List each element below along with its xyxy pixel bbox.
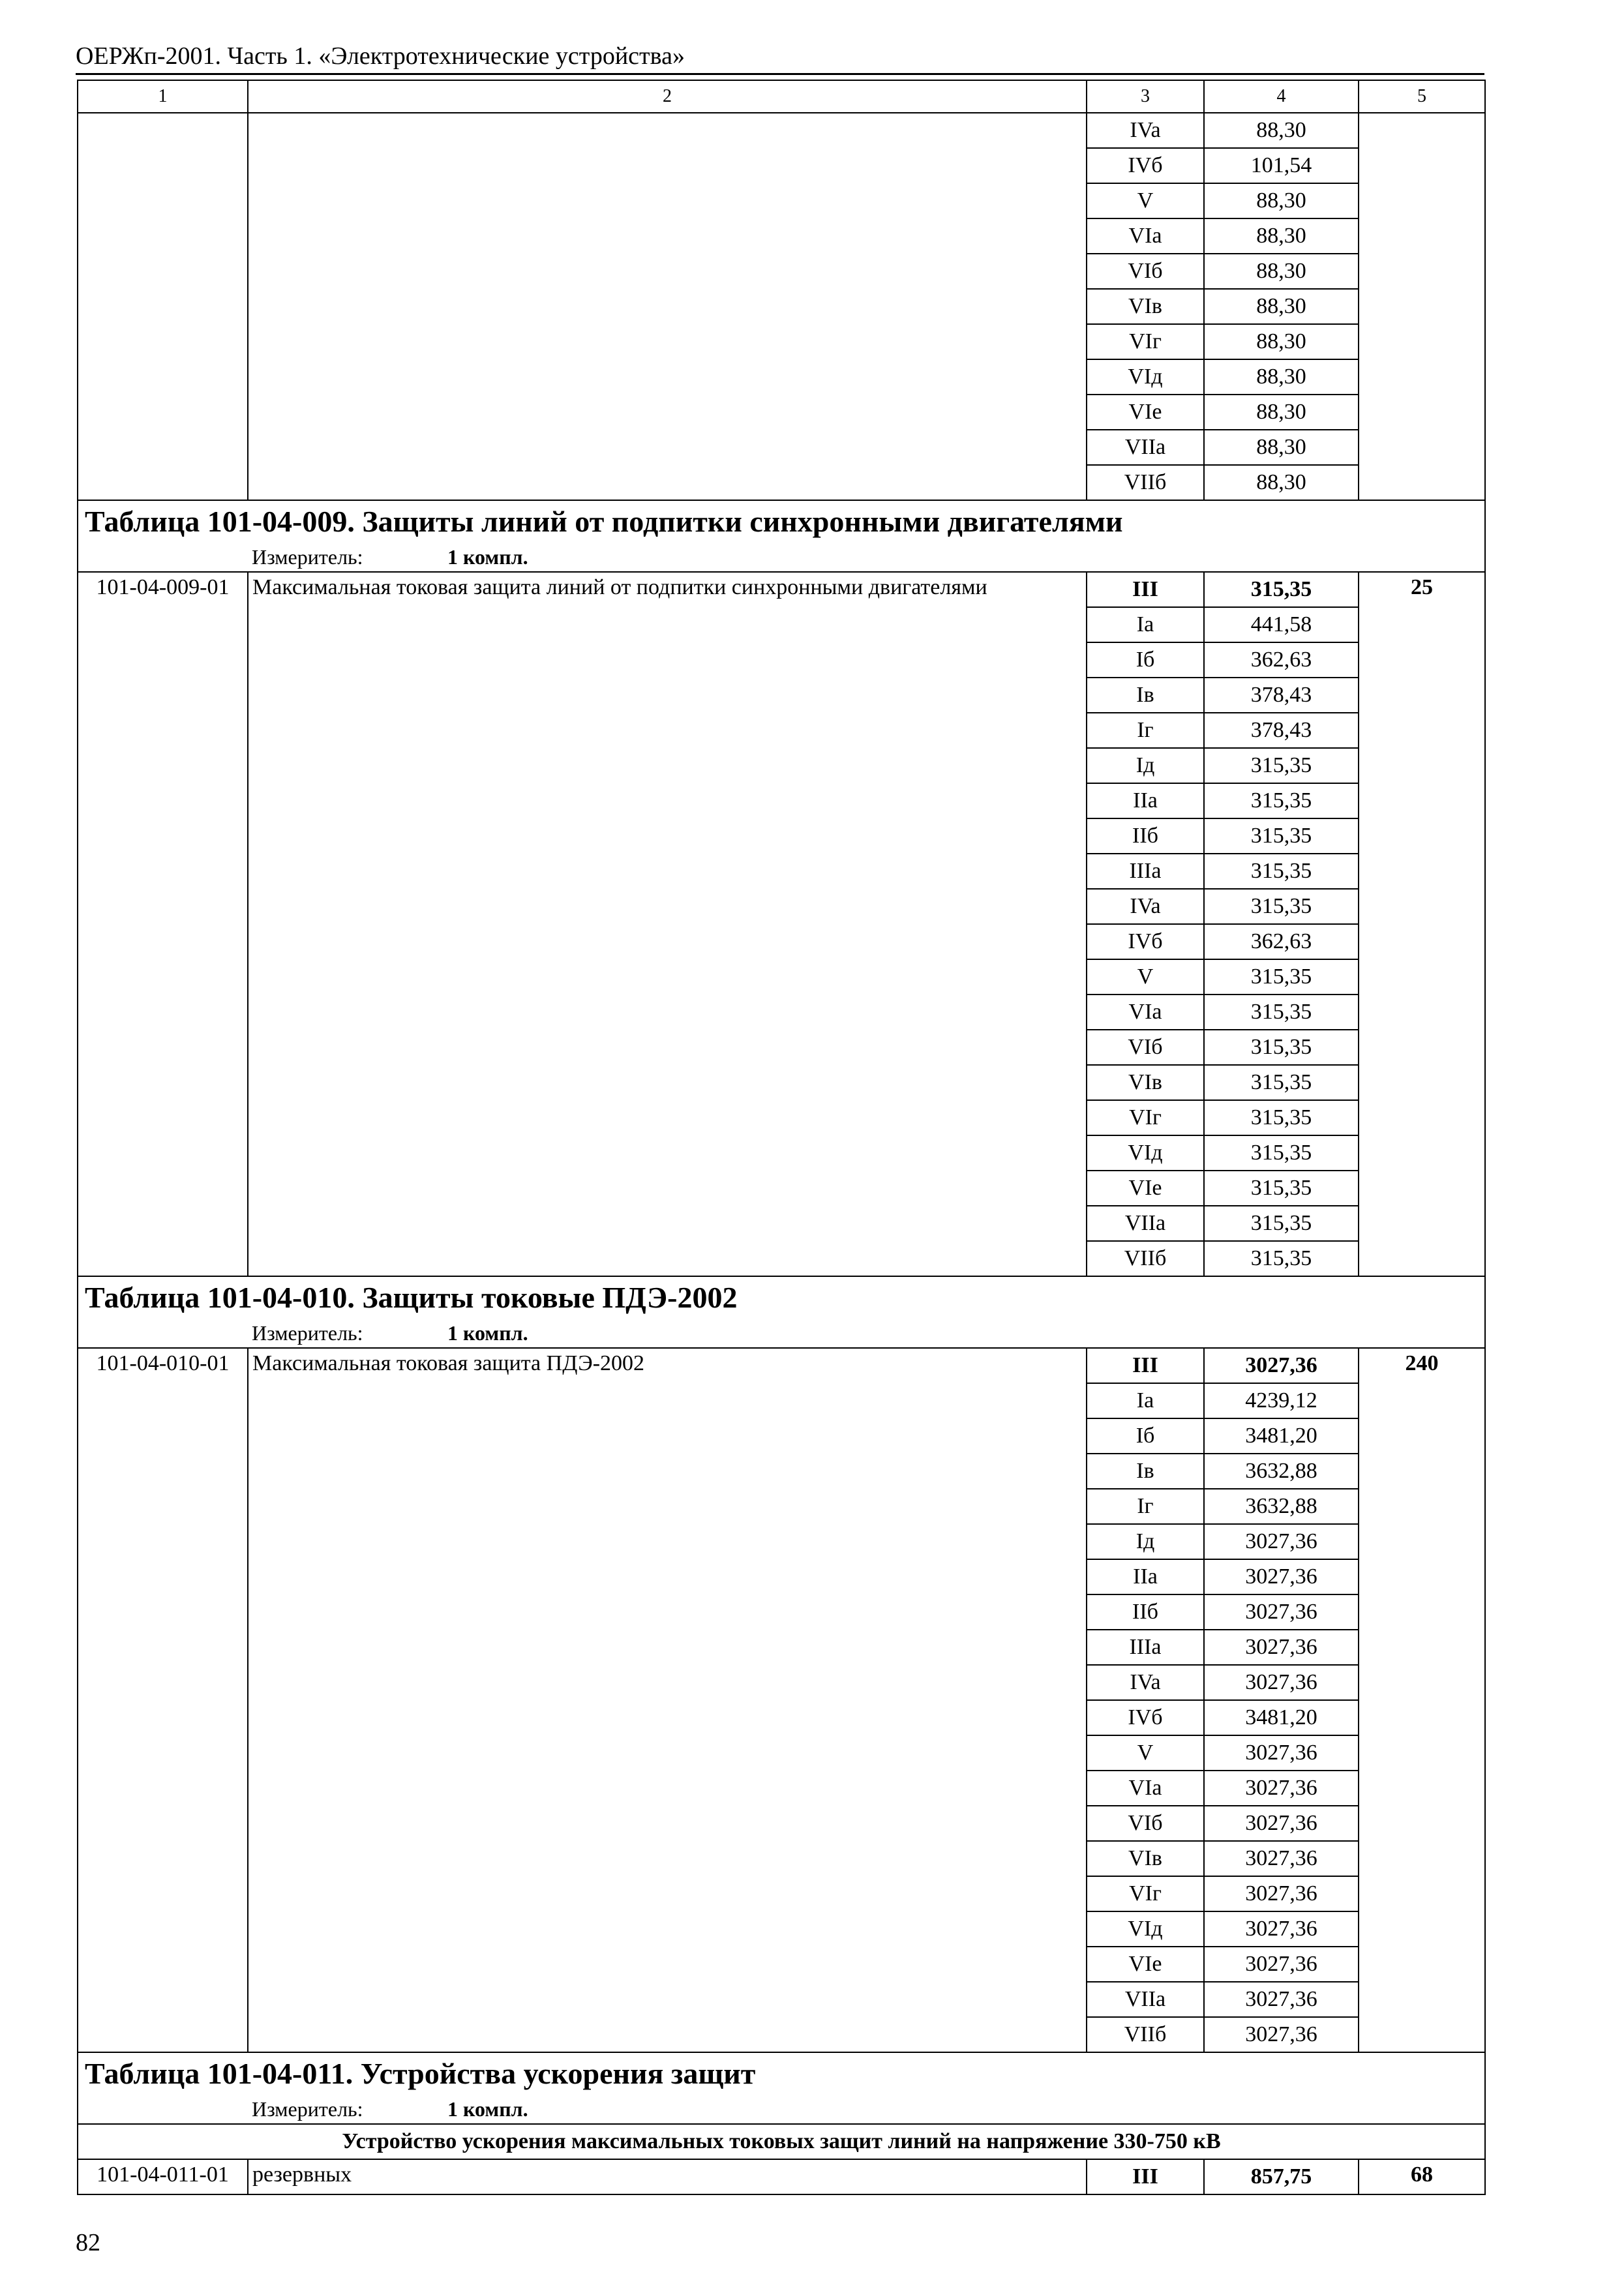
territory-category: VIе bbox=[1087, 1171, 1204, 1206]
territory-category: Ia bbox=[1087, 1383, 1204, 1418]
price-value: 362,63 bbox=[1204, 642, 1359, 678]
unit-label: Измеритель: bbox=[252, 545, 363, 569]
table-row bbox=[78, 2159, 1485, 2194]
territory-category: VIa bbox=[1087, 995, 1204, 1030]
territory-category: Iб bbox=[1087, 642, 1204, 678]
territory-category: VIе bbox=[1087, 1947, 1204, 1982]
territory-category: V bbox=[1087, 1735, 1204, 1771]
territory-category: IVб bbox=[1087, 1700, 1204, 1735]
price-value: 88,30 bbox=[1204, 113, 1359, 148]
territory-category: IIб bbox=[1087, 1594, 1204, 1630]
column-number: 4 bbox=[1204, 80, 1359, 113]
item-description: резервных bbox=[248, 2159, 1087, 2194]
territory-category: III bbox=[1087, 1348, 1204, 1383]
norms-table-body bbox=[78, 80, 1485, 2194]
territory-category: Iд bbox=[1087, 748, 1204, 783]
territory-category: VIб bbox=[1087, 1030, 1204, 1065]
territory-category: V bbox=[1087, 959, 1204, 995]
column-number: 5 bbox=[1359, 80, 1485, 113]
price-value: 3027,36 bbox=[1204, 1876, 1359, 1911]
territory-category: VIa bbox=[1087, 1771, 1204, 1806]
territory-category: V bbox=[1087, 183, 1204, 218]
item-description: Максимальная токовая защита ПДЭ-2002 bbox=[248, 1348, 1087, 2052]
unit-row bbox=[78, 2095, 1485, 2124]
unit-label: Измеритель: bbox=[252, 2097, 363, 2121]
territory-category: IVa bbox=[1087, 1665, 1204, 1700]
unit-row bbox=[78, 1319, 1485, 1348]
territory-category: III bbox=[1087, 2159, 1204, 2194]
item-description: Максимальная токовая защита линий от подпитки синхронными двигателями bbox=[248, 572, 1087, 1276]
territory-category: Iв bbox=[1087, 1454, 1204, 1489]
subheading-row bbox=[78, 2124, 1485, 2159]
territory-category: VIе bbox=[1087, 395, 1204, 430]
table-title: Таблица 101-04-009. Защиты линий от подпитки синхронными двигателями bbox=[78, 500, 1485, 543]
territory-category: VIa bbox=[1087, 218, 1204, 254]
column-number: 1 bbox=[78, 80, 248, 113]
price-value: 3027,36 bbox=[1204, 1911, 1359, 1947]
price-value: 315,35 bbox=[1204, 959, 1359, 995]
territory-category: VIг bbox=[1087, 324, 1204, 359]
page-number: 82 bbox=[76, 2229, 100, 2256]
price-value: 3027,36 bbox=[1204, 1348, 1359, 1383]
unit-cell bbox=[78, 1319, 1485, 1348]
unit-row bbox=[78, 543, 1485, 572]
territory-category: IIa bbox=[1087, 1559, 1204, 1594]
column-number: 3 bbox=[1087, 80, 1204, 113]
territory-category: Iг bbox=[1087, 713, 1204, 748]
territory-category: IVa bbox=[1087, 113, 1204, 148]
price-value: 3027,36 bbox=[1204, 1735, 1359, 1771]
territory-category: VIIб bbox=[1087, 2017, 1204, 2052]
price-value: 315,35 bbox=[1204, 572, 1359, 607]
labor-cost: 25 bbox=[1359, 572, 1485, 1276]
price-value: 3632,88 bbox=[1204, 1489, 1359, 1524]
price-value: 378,43 bbox=[1204, 678, 1359, 713]
price-value: 315,35 bbox=[1204, 1206, 1359, 1241]
territory-category: Iг bbox=[1087, 1489, 1204, 1524]
price-value: 315,35 bbox=[1204, 995, 1359, 1030]
unit-label: Измеритель: bbox=[252, 1321, 363, 1345]
item-code: 101-04-011-01 bbox=[78, 2159, 248, 2194]
subheading: Устройство ускорения максимальных токовых защит линий на напряжение 330-750 кВ bbox=[78, 2124, 1485, 2159]
territory-category: Iв bbox=[1087, 678, 1204, 713]
territory-category: VIв bbox=[1087, 1841, 1204, 1876]
table-row bbox=[78, 113, 1485, 148]
description-cell-empty bbox=[248, 113, 1087, 500]
price-value: 88,30 bbox=[1204, 430, 1359, 465]
territory-category: VIг bbox=[1087, 1100, 1204, 1135]
item-code: 101-04-010-01 bbox=[78, 1348, 248, 2052]
territory-category: VIд bbox=[1087, 1911, 1204, 1947]
price-value: 315,35 bbox=[1204, 748, 1359, 783]
price-value: 315,35 bbox=[1204, 1100, 1359, 1135]
table-title: Таблица 101-04-010. Защиты токовые ПДЭ-2002 bbox=[78, 1276, 1485, 1319]
territory-category: Ia bbox=[1087, 607, 1204, 642]
unit-value: 1 компл. bbox=[447, 1321, 528, 1345]
price-value: 3027,36 bbox=[1204, 1559, 1359, 1594]
price-value: 3481,20 bbox=[1204, 1700, 1359, 1735]
territory-category: III bbox=[1087, 572, 1204, 607]
territory-category: VIIб bbox=[1087, 1241, 1204, 1276]
table-title-row bbox=[78, 2052, 1485, 2095]
unit-cell bbox=[78, 2095, 1485, 2124]
price-value: 315,35 bbox=[1204, 854, 1359, 889]
territory-category: VIIб bbox=[1087, 465, 1204, 500]
territory-category: IVб bbox=[1087, 924, 1204, 959]
territory-category: IVб bbox=[1087, 148, 1204, 183]
page-header: ОЕРЖп-2001. Часть 1. «Электротехнические устройства» bbox=[76, 42, 685, 70]
price-value: 362,63 bbox=[1204, 924, 1359, 959]
price-value: 3027,36 bbox=[1204, 1771, 1359, 1806]
price-value: 3027,36 bbox=[1204, 1630, 1359, 1665]
price-value: 3027,36 bbox=[1204, 1806, 1359, 1841]
price-value: 3632,88 bbox=[1204, 1454, 1359, 1489]
territory-category: VIв bbox=[1087, 289, 1204, 324]
price-value: 3027,36 bbox=[1204, 1947, 1359, 1982]
price-value: 3027,36 bbox=[1204, 1665, 1359, 1700]
territory-category: VIб bbox=[1087, 1806, 1204, 1841]
territory-category: VIд bbox=[1087, 359, 1204, 395]
price-value: 315,35 bbox=[1204, 1171, 1359, 1206]
price-value: 88,30 bbox=[1204, 395, 1359, 430]
price-value: 3027,36 bbox=[1204, 1524, 1359, 1559]
territory-category: VIг bbox=[1087, 1876, 1204, 1911]
price-value: 315,35 bbox=[1204, 1030, 1359, 1065]
price-value: 88,30 bbox=[1204, 218, 1359, 254]
price-value: 88,30 bbox=[1204, 359, 1359, 395]
territory-category: VIIa bbox=[1087, 1206, 1204, 1241]
price-value: 857,75 bbox=[1204, 2159, 1359, 2194]
territory-category: IIIa bbox=[1087, 854, 1204, 889]
price-value: 88,30 bbox=[1204, 183, 1359, 218]
price-value: 3027,36 bbox=[1204, 1594, 1359, 1630]
unit-value: 1 компл. bbox=[447, 2097, 528, 2121]
price-value: 315,35 bbox=[1204, 783, 1359, 818]
price-value: 378,43 bbox=[1204, 713, 1359, 748]
price-value: 3027,36 bbox=[1204, 2017, 1359, 2052]
labor-cost: 68 bbox=[1359, 2159, 1485, 2194]
price-value: 88,30 bbox=[1204, 289, 1359, 324]
header-rule bbox=[76, 73, 1484, 75]
price-value: 315,35 bbox=[1204, 1241, 1359, 1276]
unit-value: 1 компл. bbox=[447, 545, 528, 569]
table-row bbox=[78, 572, 1485, 607]
territory-category: VIIa bbox=[1087, 1982, 1204, 2017]
price-value: 315,35 bbox=[1204, 818, 1359, 854]
norms-table bbox=[77, 80, 1486, 2195]
territory-category: IVa bbox=[1087, 889, 1204, 924]
price-value: 3481,20 bbox=[1204, 1418, 1359, 1454]
price-value: 315,35 bbox=[1204, 889, 1359, 924]
territory-category: IIIa bbox=[1087, 1630, 1204, 1665]
labor-cell-empty bbox=[1359, 113, 1485, 500]
territory-category: VIв bbox=[1087, 1065, 1204, 1100]
price-value: 88,30 bbox=[1204, 465, 1359, 500]
table-title-row bbox=[78, 1276, 1485, 1319]
territory-category: VIIa bbox=[1087, 430, 1204, 465]
territory-category: IIб bbox=[1087, 818, 1204, 854]
table-title-row bbox=[78, 500, 1485, 543]
price-value: 3027,36 bbox=[1204, 1982, 1359, 2017]
item-code: 101-04-009-01 bbox=[78, 572, 248, 1276]
price-value: 88,30 bbox=[1204, 254, 1359, 289]
unit-cell bbox=[78, 543, 1485, 572]
column-number: 2 bbox=[248, 80, 1087, 113]
price-value: 315,35 bbox=[1204, 1135, 1359, 1171]
price-value: 88,30 bbox=[1204, 324, 1359, 359]
table-title: Таблица 101-04-011. Устройства ускорения защит bbox=[78, 2052, 1485, 2095]
price-value: 441,58 bbox=[1204, 607, 1359, 642]
price-value: 101,54 bbox=[1204, 148, 1359, 183]
price-value: 315,35 bbox=[1204, 1065, 1359, 1100]
territory-category: VIд bbox=[1087, 1135, 1204, 1171]
price-value: 3027,36 bbox=[1204, 1841, 1359, 1876]
territory-category: Iб bbox=[1087, 1418, 1204, 1454]
column-numbers-row bbox=[78, 80, 1485, 113]
code-cell-empty bbox=[78, 113, 248, 500]
table-row bbox=[78, 1348, 1485, 1383]
territory-category: Iд bbox=[1087, 1524, 1204, 1559]
labor-cost: 240 bbox=[1359, 1348, 1485, 2052]
price-value: 4239,12 bbox=[1204, 1383, 1359, 1418]
territory-category: VIб bbox=[1087, 254, 1204, 289]
territory-category: IIa bbox=[1087, 783, 1204, 818]
